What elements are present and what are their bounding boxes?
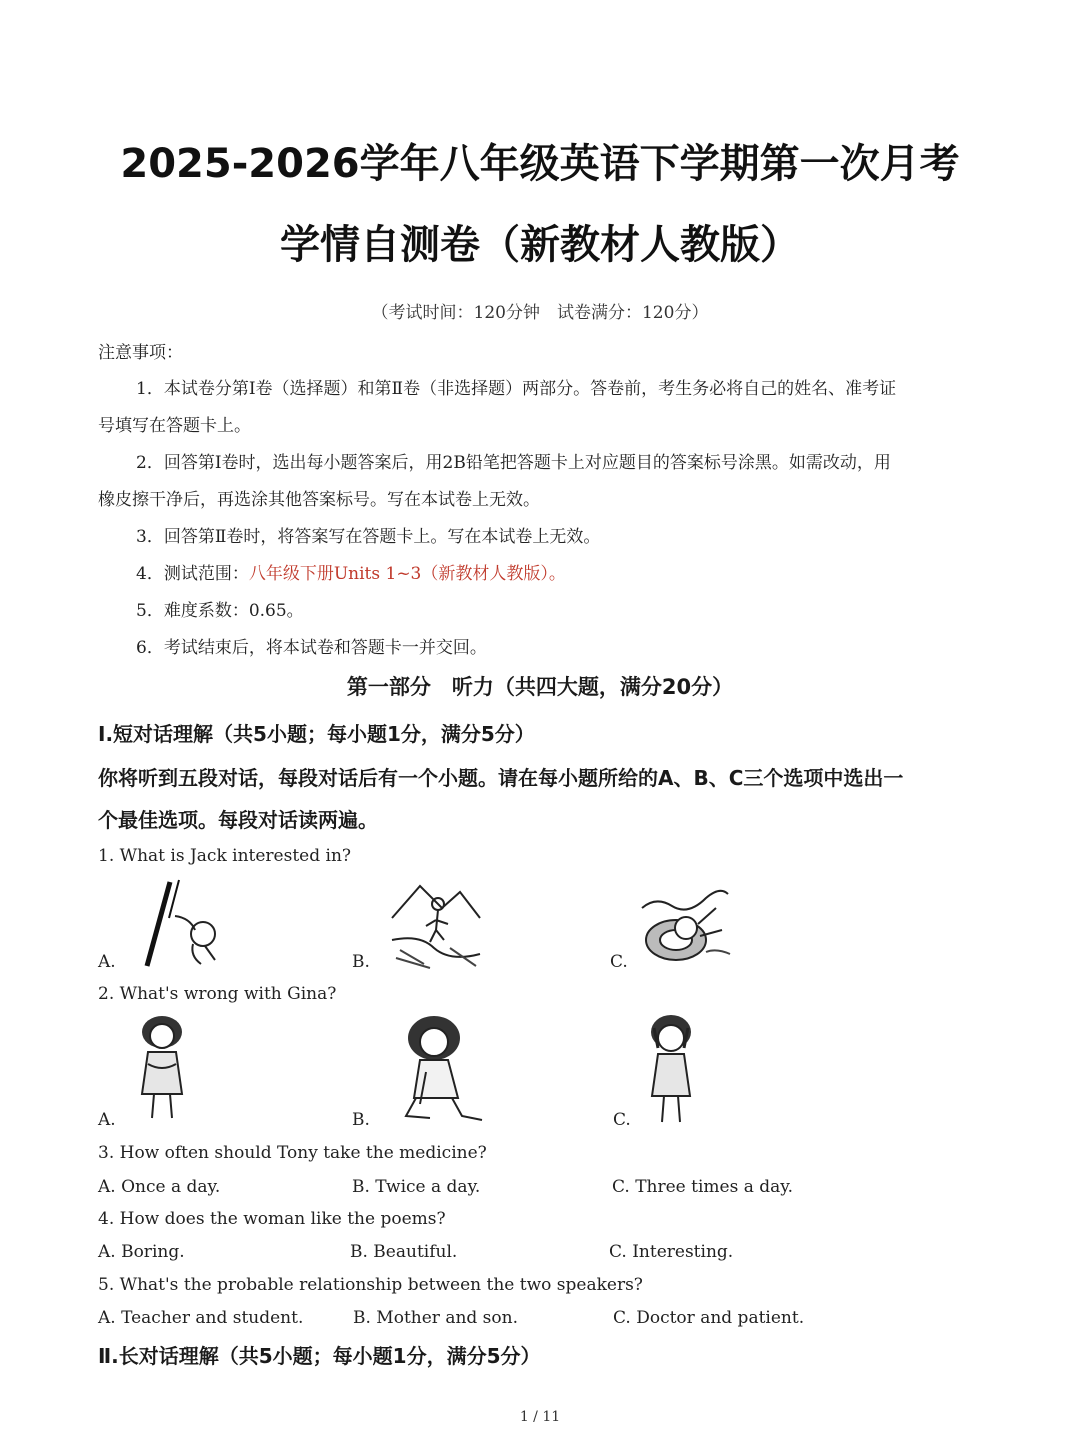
- q5-option-b: B. Mother and son.: [353, 1308, 518, 1328]
- notice-item-1a: 1．本试卷分第Ⅰ卷（选择题）和第Ⅱ卷（非选择题）两部分。答卷前，考生务必将自己的姓名、准考证: [136, 379, 897, 399]
- hiking-illustration: [390, 878, 482, 970]
- exam-title-line1: 2025-2026学年八年级英语下学期第一次月考: [120, 141, 960, 187]
- notice-item-5: 5．难度系数：0.65。: [136, 601, 304, 621]
- instruction-line-2: 个最佳选项。每段对话读两遍。: [98, 808, 378, 832]
- q3-option-a: A. Once a day.: [98, 1177, 221, 1197]
- question-1-stem: 1. What is Jack interested in?: [98, 846, 352, 866]
- q3-option-c: C. Three times a day.: [612, 1177, 794, 1197]
- instruction-line-1: 你将听到五段对话，每段对话后有一个小题。请在每小题所给的A、B、C三个选项中选出一: [98, 766, 904, 790]
- section1-heading: Ⅰ.短对话理解（共5小题；每小题1分，满分5分）: [98, 722, 535, 746]
- q2-option-b-label: B.: [352, 1110, 370, 1130]
- notice-item-4-range: 八年级下册Units 1~3（新教材人教版）。: [248, 564, 566, 584]
- q1-option-a-label: A.: [98, 952, 116, 972]
- notice-heading: 注意事项：: [98, 343, 183, 363]
- question-4-stem: 4. How does the woman like the poems?: [98, 1209, 446, 1229]
- girl-hurt-knee-illustration: [386, 1012, 486, 1124]
- q1-option-c-label: C.: [610, 952, 628, 972]
- page-number: 1 / 11: [519, 1409, 561, 1425]
- question-3-stem: 3. How often should Tony take the medicine?: [98, 1143, 487, 1163]
- notice-item-4: [136, 559, 566, 584]
- question-5-stem: 5. What's the probable relationship between the two speakers?: [98, 1275, 643, 1295]
- swimming-illustration: [636, 878, 732, 966]
- exam-subtitle: （考试时间：120分钟 试卷满分：120分）: [371, 303, 709, 323]
- part1-heading: 第一部分 听力（共四大题，满分20分）: [346, 675, 734, 699]
- q2-option-c-label: C.: [613, 1110, 631, 1130]
- notice-item-3: 3．回答第Ⅱ卷时，将答案写在答题卡上。写在本试卷上无效。: [136, 527, 601, 547]
- notice-item-6: 6．考试结束后，将本试卷和答题卡一并交回。: [136, 638, 487, 658]
- rock-climbing-illustration: [135, 878, 225, 970]
- girl-headache-illustration: [640, 1012, 702, 1128]
- notice-item-4-prefix: 4．测试范围：: [136, 564, 249, 584]
- notice-item-2a: 2．回答第Ⅰ卷时，选出每小题答案后，用2B铅笔把答题卡上对应题目的答案标号涂黑。如需改动，用: [136, 453, 891, 473]
- question-2-stem: 2. What's wrong with Gina?: [98, 984, 337, 1004]
- q4-option-a: A. Boring.: [98, 1242, 185, 1262]
- q5-option-c: C. Doctor and patient.: [613, 1308, 805, 1328]
- exam-title-line2: 学情自测卷（新教材人教版）: [280, 222, 800, 268]
- q2-option-a-label: A.: [98, 1110, 116, 1130]
- q5-option-a: A. Teacher and student.: [98, 1308, 304, 1328]
- q4-option-b: B. Beautiful.: [350, 1242, 458, 1262]
- notice-item-2b: 橡皮擦干净后，再选涂其他答案标号。写在本试卷上无效。: [98, 490, 540, 510]
- q4-option-c: C. Interesting.: [609, 1242, 734, 1262]
- q3-option-b: B. Twice a day.: [352, 1177, 481, 1197]
- section2-heading: Ⅱ.长对话理解（共5小题；每小题1分，满分5分）: [98, 1344, 541, 1368]
- q1-option-b-label: B.: [352, 952, 370, 972]
- girl-stomachache-illustration: [130, 1012, 196, 1124]
- notice-item-1b: 号填写在答题卡上。: [98, 416, 251, 436]
